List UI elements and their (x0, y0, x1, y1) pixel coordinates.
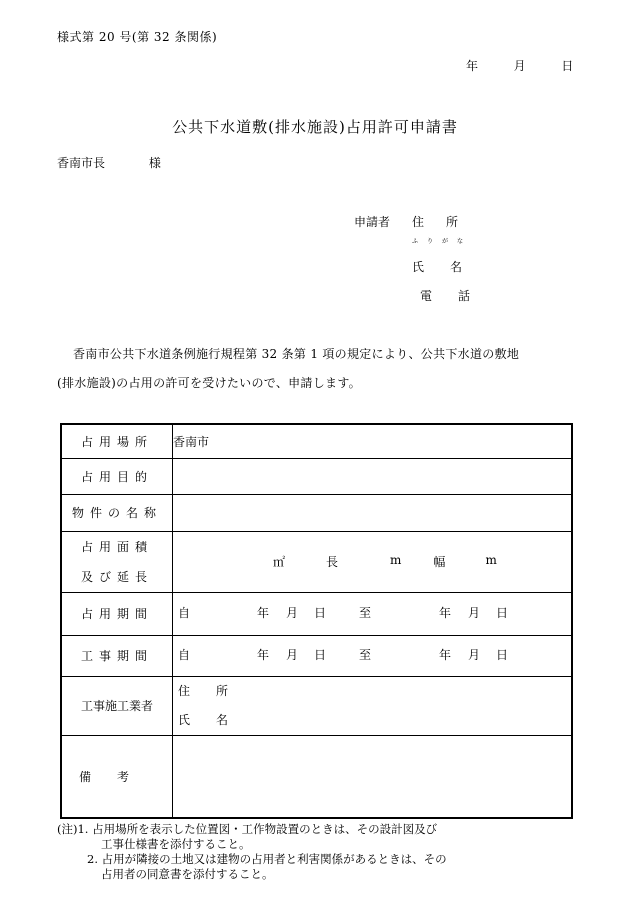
date-year-label: 年 (466, 59, 479, 73)
area-field[interactable] (173, 531, 573, 592)
location-field[interactable]: 香南市 (173, 424, 573, 458)
construction-period-dates (173, 646, 571, 666)
notes-prefix: (注) (57, 822, 78, 836)
construction-to-day: 日 (496, 647, 509, 662)
row-contractor (61, 676, 572, 735)
addressee-name: 香南市長 (57, 156, 106, 170)
note-1-line-2: 工事仕様書を添付すること。 (101, 837, 251, 851)
note-2-line-2: 占用者の同意書を添付すること。 (101, 867, 274, 881)
row-remarks (61, 735, 572, 818)
contractor-address-label: 住所 (178, 683, 255, 698)
furigana-label: ふりがな (412, 238, 473, 245)
row-occupancy-period (61, 592, 572, 635)
purpose-label: 占用目的 (61, 458, 173, 494)
form-number: 様式第 20 号(第 32 条関係) (57, 30, 218, 44)
applicant-label: 申請者 (354, 215, 391, 229)
addressee-honorific: 様 (148, 156, 161, 170)
construction-to-year: 年 (439, 647, 452, 662)
request-text-line-2: (排水施設)の占用の許可を受けたいので、申請します。 (57, 376, 361, 390)
width-unit: m (485, 553, 497, 567)
contractor-name-label: 氏名 (178, 712, 255, 727)
date-day-label: 日 (561, 59, 574, 73)
date-month-label: 月 (513, 59, 526, 73)
width-label: 幅 (433, 555, 446, 569)
note-1-text: 1. 占用場所を表示した位置図・工作物設置のときは、その設計図及び (77, 822, 438, 836)
construction-from-day: 日 (314, 647, 327, 662)
note-1-line-1 (57, 822, 447, 837)
occupancy-from: 自 (178, 605, 191, 620)
occupancy-from-month: 月 (286, 605, 299, 620)
construction-period-label: 工事期間 (61, 635, 173, 676)
construction-from-month: 月 (286, 647, 299, 662)
area-label-line-1: 占用面積 (80, 539, 153, 554)
contractor-label: 工事施工業者 (61, 676, 173, 735)
item-name-label: 物件の名称 (61, 494, 173, 531)
row-item-name (61, 494, 572, 531)
occupancy-to-day: 日 (496, 605, 509, 620)
note-2-line-1: 2. 占用が隣接の土地又は建物の占用者と利害関係があるときは、その (87, 852, 447, 866)
occupancy-to-month: 月 (468, 605, 481, 620)
row-purpose (61, 458, 572, 494)
application-table (60, 423, 573, 819)
construction-period-field[interactable] (173, 635, 573, 676)
applicant-phone-label: 電話 (420, 289, 497, 303)
occupancy-period-field[interactable] (173, 592, 573, 635)
occupancy-from-year: 年 (257, 605, 270, 620)
remarks-field[interactable] (173, 735, 573, 818)
occupancy-period-label: 占用期間 (61, 592, 173, 635)
occupancy-from-day: 日 (314, 605, 327, 620)
document-title: 公共下水道敷(排水施設)占用許可申請書 (172, 118, 458, 136)
row-area (61, 531, 572, 592)
area-label-line-2: 及び延長 (80, 569, 153, 584)
occupancy-to: 至 (359, 605, 372, 620)
length-unit: m (390, 553, 402, 567)
area-units (173, 553, 571, 570)
remarks-label: 備考 (61, 735, 173, 818)
application-date (466, 57, 573, 74)
construction-from: 自 (178, 647, 191, 662)
contractor-field[interactable] (173, 676, 573, 735)
applicant-address-label: 住所 (412, 215, 481, 229)
item-name-field[interactable] (173, 494, 573, 531)
location-label: 占用場所 (61, 424, 173, 458)
square-meter-unit: ㎡ (273, 555, 286, 569)
applicant-name-label: 氏名 (412, 260, 489, 274)
construction-from-year: 年 (257, 647, 270, 662)
row-construction-period (61, 635, 572, 676)
request-text-line-1: 香南市公共下水道条例施行規程第 32 条第 1 項の規定により、公共下水道の敷地 (73, 347, 520, 361)
row-location (61, 424, 572, 458)
addressee (57, 154, 161, 171)
purpose-field[interactable] (173, 458, 573, 494)
occupancy-period-dates (173, 604, 571, 624)
occupancy-to-year: 年 (439, 605, 452, 620)
notes (57, 822, 447, 882)
length-label: 長 (326, 555, 339, 569)
construction-to-month: 月 (468, 647, 481, 662)
area-label (61, 531, 173, 592)
construction-to: 至 (359, 647, 372, 662)
